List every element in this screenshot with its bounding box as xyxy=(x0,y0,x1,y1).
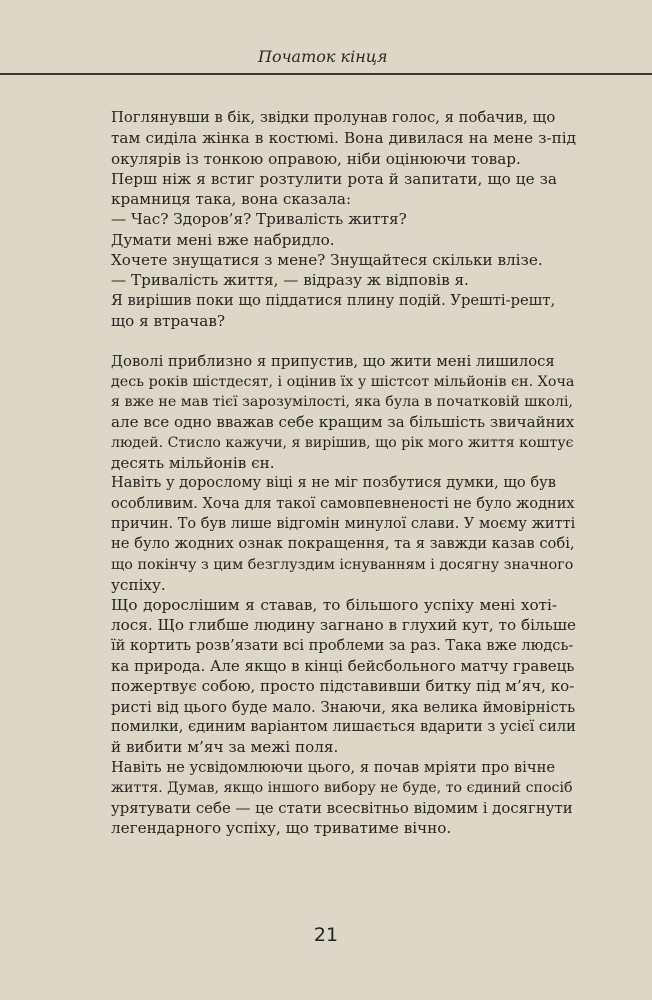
header-rule xyxy=(0,73,652,75)
paragraph xyxy=(92,250,576,270)
paragraph xyxy=(92,758,576,839)
text-line: — Тривалість життя, — відразу ж відповів я. xyxy=(111,271,469,290)
text-line: Хочете знущатися з мене? Знущайтеся скільки влізе. xyxy=(111,251,543,270)
text-line: ристі від цього буде мало. Знаючи, яка велика ймовірність xyxy=(111,697,576,716)
paragraph xyxy=(92,352,576,474)
paragraph xyxy=(92,108,576,169)
paragraph xyxy=(92,209,576,229)
text-line: Думати мені вже набридло. xyxy=(111,230,335,249)
paragraph xyxy=(92,169,576,210)
text-line: їй кортить розв’язати всі проблеми за раз. Така вже людсь- xyxy=(111,636,574,654)
text-line: легендарного успіху, що триватиме вічно. xyxy=(111,819,452,838)
text-line: що я втрачав? xyxy=(111,311,226,330)
text-line: помилки, єдиним варіантом лишається вдарити з усієї сили xyxy=(111,717,576,735)
text-line: й вибити м’яч за межі поля. xyxy=(111,738,339,757)
text-line: десять мільйонів єн. xyxy=(111,454,275,473)
text-line: що покінчу з цим безглуздим існуванням і досягну значного xyxy=(111,556,574,573)
text-line: Я вирішив поки що піддатися плину подій. Урешті-решт, xyxy=(111,291,556,309)
text-line: Що дорослішим я ставав, то більшого успіху мені хоті- xyxy=(111,596,557,615)
text-line: Доволі приблизно я припустив, що жити мені лишилося xyxy=(111,352,555,370)
running-head xyxy=(0,0,652,80)
text-line: ка природа. Але якщо в кінці бейсбольного матчу гравець xyxy=(111,657,575,676)
text-line: Навіть у дорослому віці я не міг позбутися думки, що був xyxy=(111,474,556,492)
text-line: там сиділа жінка в костюмі. Вона дивилася на мене з-під xyxy=(111,129,576,148)
text-line: Поглянувши в бік, звідки пролунав голос, я побачив, що xyxy=(111,109,556,126)
text-line: успіху. xyxy=(111,575,166,594)
text-line: пожертвує собою, просто підставивши битку під м’яч, ко- xyxy=(111,677,575,696)
text-line: не було жодних ознак покращення, та я завжди казав собі, xyxy=(111,535,575,553)
paragraph xyxy=(92,595,576,757)
text-line: особливим. Хоча для такої самовпевненості не було жодних xyxy=(111,495,575,512)
text-line: людей. Стисло кажучи, я вирішив, що рік мого життя коштує xyxy=(111,434,574,451)
text-line: крамниця така, вона сказала: xyxy=(111,190,352,209)
paragraph-gap xyxy=(92,331,576,351)
text-line: лося. Що глибше людину загнано в глухий кут, то більше xyxy=(111,616,576,635)
text-line: життя. Думав, якщо іншого вибору не буде, то єдиний спосіб xyxy=(111,779,573,796)
text-line: причин. То був лише відгомін минулої слави. У моєму житті xyxy=(111,515,576,532)
text-line: Перш ніж я встиг розтулити рота й запитати, що це за xyxy=(111,169,557,188)
text-line: але все одно вважав себе кращим за більшість звичайних xyxy=(111,413,575,432)
paragraph xyxy=(92,291,576,332)
text-line: я вже не мав тієї зарозумілості, яка була в початковій школі, xyxy=(111,394,573,411)
page-number: 21 xyxy=(313,924,339,946)
text-line: окулярів із тонкою оправою, ніби оцінюючи товар. xyxy=(111,149,521,168)
text-line: десь років шістдесят, і оцінив їх у шістсот мільйонів єн. Хоча xyxy=(111,373,575,390)
chapter-title: Початок кінця xyxy=(258,47,388,66)
body-text xyxy=(92,108,576,839)
text-line: урятувати себе — це стати всесвітньо відомим і досягнути xyxy=(111,799,573,818)
paragraph xyxy=(92,473,576,595)
text-line: — Час? Здоров’я? Тривалість життя? xyxy=(111,210,407,229)
text-line: Навіть не усвідомлюючи цього, я почав мріяти про вічне xyxy=(111,758,556,776)
paragraph xyxy=(92,270,576,290)
paragraph xyxy=(92,230,576,250)
